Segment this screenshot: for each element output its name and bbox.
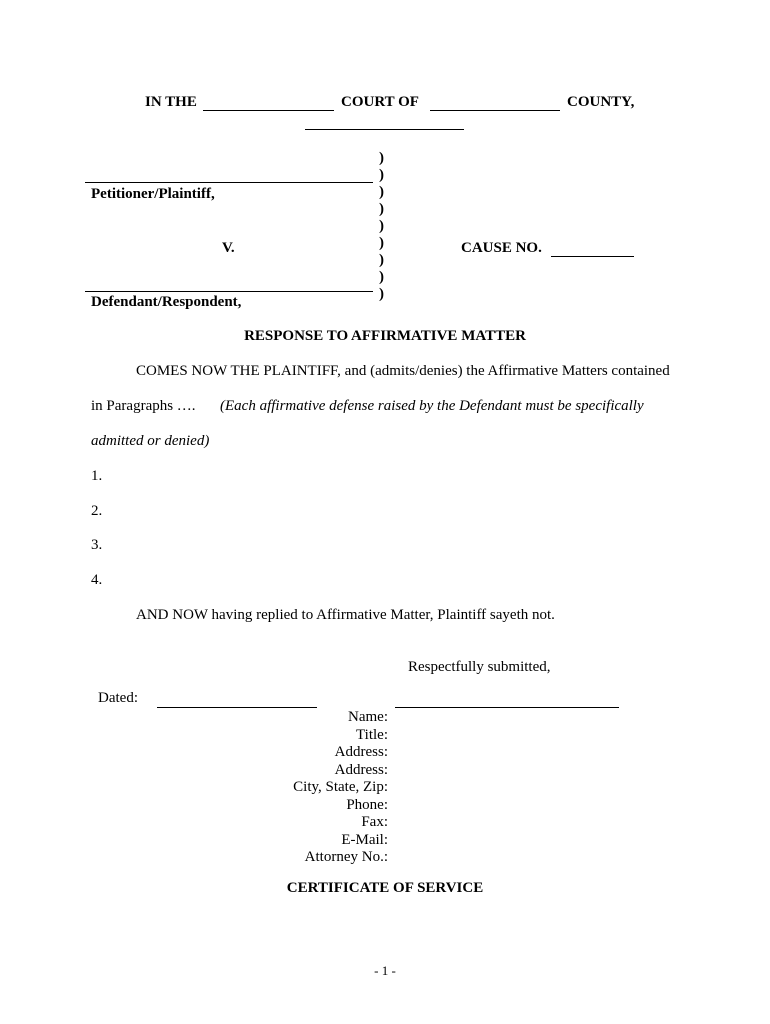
header-county: COUNTY, <box>567 94 635 110</box>
date-blank[interactable] <box>157 707 317 708</box>
paragraph-line-2-prefix: in Paragraphs …. <box>91 398 196 414</box>
versus-label: V. <box>222 240 235 256</box>
caption-paren: ) <box>379 184 384 200</box>
paragraph-line-3-italic: admitted or denied) <box>91 433 210 449</box>
caption-paren: ) <box>379 150 384 166</box>
caption-paren: ) <box>379 286 384 302</box>
address-field-label: Address: <box>334 761 388 778</box>
closing-statement: AND NOW having replied to Affirmative Matter, Plaintiff sayeth not. <box>136 607 555 623</box>
cause-no-label: CAUSE NO. <box>461 240 542 256</box>
page-number: - 1 - <box>374 963 396 978</box>
header-court-of: COURT OF <box>341 94 419 110</box>
address-field-label: Address: <box>334 744 388 760</box>
list-item-number: 4. <box>91 572 103 588</box>
caption-paren: ) <box>379 167 384 183</box>
court-name-blank[interactable] <box>203 110 334 111</box>
list-item-number: 1. <box>91 468 103 484</box>
paragraph-line-1: COMES NOW THE PLAINTIFF, and (admits/denies) the Affirmative Matters contained <box>136 363 670 379</box>
caption-paren: ) <box>379 235 384 251</box>
caption-paren: ) <box>379 201 384 217</box>
list-item-number: 2. <box>91 503 103 519</box>
city-state-zip-label: City, State, Zip: <box>293 779 388 795</box>
cause-number-blank[interactable] <box>551 256 634 257</box>
header-in-the: IN THE <box>145 94 197 110</box>
caption-paren: ) <box>379 269 384 285</box>
respectfully-submitted: Respectfully submitted, <box>408 659 551 675</box>
state-blank[interactable] <box>305 129 464 130</box>
fax-field-label: Fax: <box>361 814 388 830</box>
email-field-label: E-Mail: <box>341 831 388 848</box>
name-field-label: Name: <box>348 709 388 725</box>
paragraph-line-2-italic: (Each affirmative defense raised by the Defendant must be specifically <box>220 398 644 414</box>
caption-paren: ) <box>379 218 384 234</box>
list-item-number: 3. <box>91 537 103 553</box>
dated-label: Dated: <box>98 690 138 706</box>
county-name-blank[interactable] <box>430 110 560 111</box>
phone-field-label: Phone: <box>346 796 388 813</box>
petitioner-label: Petitioner/Plaintiff, <box>91 186 215 202</box>
defendant-label: Defendant/Respondent, <box>91 294 242 310</box>
document-title: RESPONSE TO AFFIRMATIVE MATTER <box>244 328 526 344</box>
certificate-title: CERTIFICATE OF SERVICE <box>286 880 484 896</box>
title-field-label: Title: <box>356 726 388 743</box>
signature-blank[interactable] <box>395 707 619 708</box>
defendant-name-blank[interactable] <box>85 291 373 292</box>
petitioner-name-blank[interactable] <box>85 182 373 183</box>
attorney-no-label: Attorney No.: <box>304 849 388 865</box>
caption-paren: ) <box>379 252 384 268</box>
